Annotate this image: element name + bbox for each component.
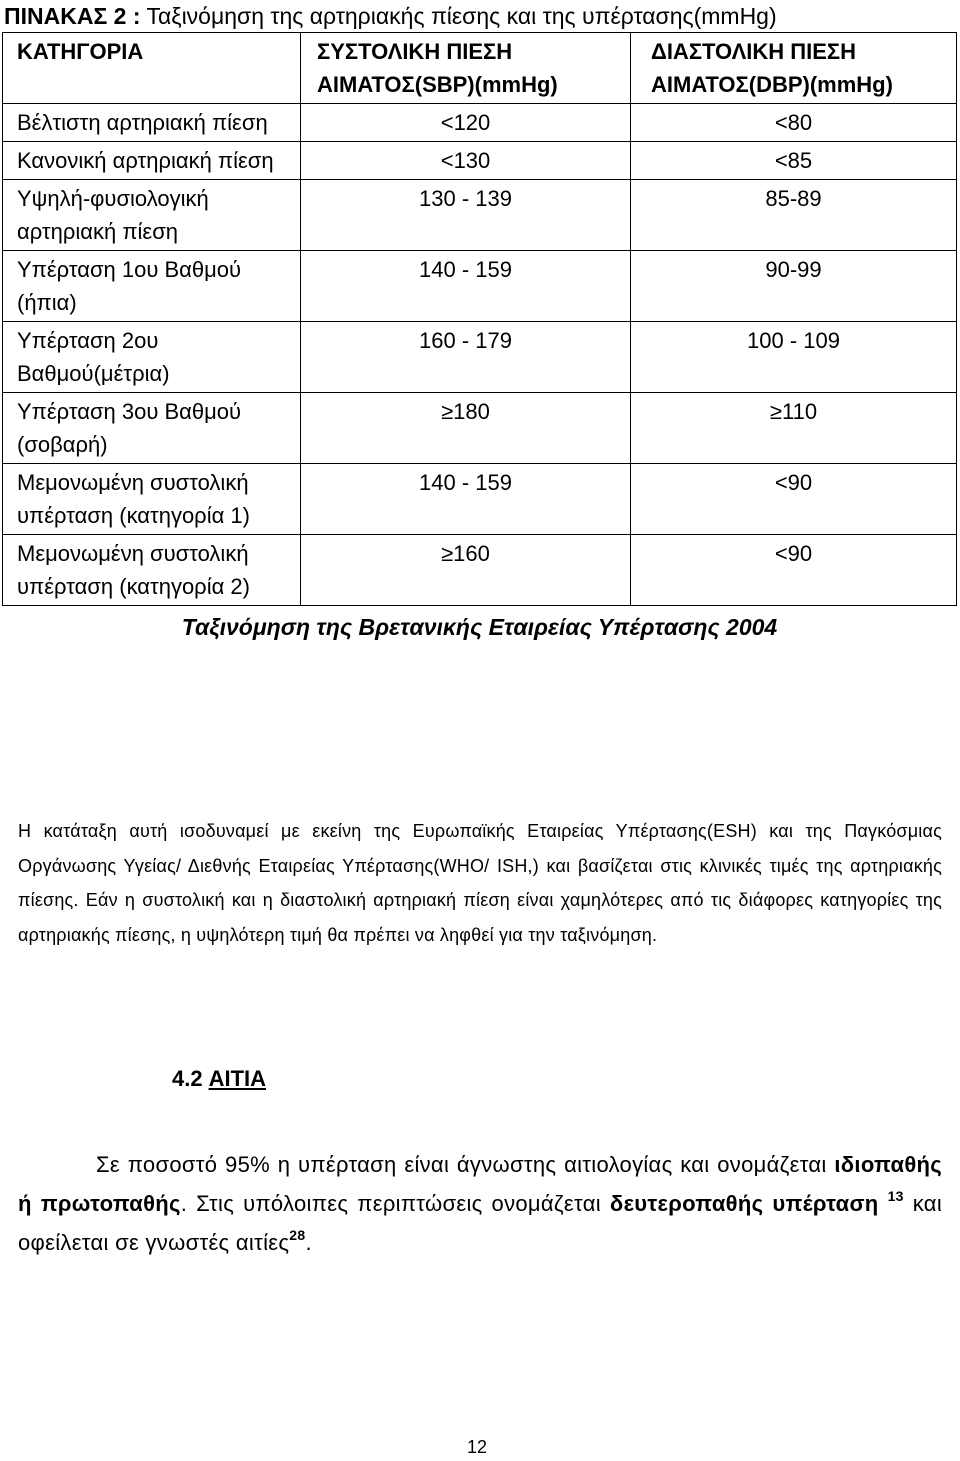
table-row bbox=[3, 322, 957, 393]
row-systolic: <130 bbox=[301, 142, 631, 180]
table-caption-label: ΠΙΝΑΚΑΣ 2 : bbox=[4, 3, 141, 29]
table-row bbox=[3, 142, 957, 180]
causes-bold-primary: ιδιοπαθής ή πρωτοπαθής bbox=[18, 1152, 942, 1216]
row-systolic: 140 - 159 bbox=[301, 464, 631, 535]
row-diastolic: <85 bbox=[631, 142, 957, 180]
row-category: Υπέρταση 2ου Βαθμού(μέτρια) bbox=[3, 322, 301, 393]
blood-pressure-classification-table bbox=[2, 32, 957, 642]
table-caption bbox=[4, 2, 777, 30]
table-source-caption-row bbox=[3, 606, 957, 643]
row-category: Υψηλή-φυσιολογική αρτηριακή πίεση bbox=[3, 180, 301, 251]
table-header-row bbox=[3, 33, 957, 104]
causes-text-part3: και οφείλεται σε γνωστές αιτίες bbox=[18, 1191, 943, 1255]
table-row bbox=[3, 251, 957, 322]
row-category: Υπέρταση 3ου Βαθμού (σοβαρή) bbox=[3, 393, 301, 464]
row-diastolic: ≥110 bbox=[631, 393, 957, 464]
row-category: Υπέρταση 1ου Βαθμού (ήπια) bbox=[3, 251, 301, 322]
table-row bbox=[3, 180, 957, 251]
row-diastolic: <90 bbox=[631, 464, 957, 535]
classification-note-paragraph: Η κατάταξη αυτή ισοδυναμεί με εκείνη της Ευρωπαϊκής Εταιρείας Υπέρτασης(ESH) και της Παγκόσμιας Οργάνωσης Υγείας/ Διεθνής Εταιρείας Υπέρτασης(WHO/ ISH,) και βασίζεται στις κλινικές τιμές της αρτηριακής πίεσης. Εάν η συστολική και η διαστολική αρτηριακή πίεση είναι χαμηλότερες από τις διάφορες κατηγορίες της αρτηριακής πίεσης, η υψηλότερη τιμή θα πρέπει να ληφθεί για την ταξινόμηση. bbox=[18, 821, 942, 945]
row-category: Βέλτιστη αρτηριακή πίεση bbox=[3, 104, 301, 142]
row-category: Κανονική αρτηριακή πίεση bbox=[3, 142, 301, 180]
section-title: ΑΙΤΙΑ bbox=[208, 1066, 267, 1091]
row-diastolic: 90-99 bbox=[631, 251, 957, 322]
header-systolic-line2: ΑΙΜΑΤΟΣ(SBP)(mmHg) bbox=[317, 72, 558, 97]
table-row bbox=[3, 104, 957, 142]
row-category: Μεμονωμένη συστολική υπέρταση (κατηγορία 2) bbox=[3, 535, 301, 606]
causes-bold-secondary: δευτεροπαθής υπέρταση bbox=[609, 1191, 879, 1216]
reference-13: 13 bbox=[887, 1187, 904, 1204]
header-diastolic-line1: ΔΙΑΣΤΟΛΙΚΗ ΠΙΕΣΗ bbox=[651, 39, 857, 64]
header-systolic-line1: ΣΥΣΤΟΛΙΚΗ ΠΙΕΣΗ bbox=[317, 39, 513, 64]
causes-text-part4: . bbox=[305, 1230, 312, 1255]
table-row bbox=[3, 393, 957, 464]
header-diastolic bbox=[631, 33, 957, 104]
section-heading bbox=[172, 1064, 266, 1094]
header-diastolic-line2: ΑΙΜΑΤΟΣ(DBP)(mmHg) bbox=[651, 72, 893, 97]
header-systolic bbox=[301, 33, 631, 104]
table-caption-text: Ταξινόμηση της αρτηριακής πίεσης και της υπέρτασης(mmHg) bbox=[140, 3, 777, 29]
row-diastolic: 100 - 109 bbox=[631, 322, 957, 393]
section-number: 4.2 bbox=[172, 1066, 203, 1091]
row-diastolic: <80 bbox=[631, 104, 957, 142]
page-number: 12 bbox=[467, 1437, 488, 1457]
causes-text-part1: Σε ποσοστό 95% η υπέρταση είναι άγνωστης αιτιολογίας και ονομάζεται bbox=[96, 1152, 835, 1177]
row-systolic: 140 - 159 bbox=[301, 251, 631, 322]
reference-28: 28 bbox=[289, 1226, 306, 1243]
causes-paragraph bbox=[18, 1145, 942, 1262]
table-row bbox=[3, 535, 957, 606]
header-category: ΚΑΤΗΓΟΡΙΑ bbox=[3, 33, 301, 104]
row-systolic: ≥160 bbox=[301, 535, 631, 606]
causes-text-part2: . Στις υπόλοιπες περιπτώσεις ονομάζεται bbox=[180, 1191, 610, 1216]
table-row bbox=[3, 464, 957, 535]
row-systolic: ≥180 bbox=[301, 393, 631, 464]
row-systolic: 130 - 139 bbox=[301, 180, 631, 251]
row-systolic: 160 - 179 bbox=[301, 322, 631, 393]
row-systolic: <120 bbox=[301, 104, 631, 142]
row-category: Μεμονωμένη συστολική υπέρταση (κατηγορία 1) bbox=[3, 464, 301, 535]
row-diastolic: <90 bbox=[631, 535, 957, 606]
table-source-caption: Ταξινόμηση της Βρετανικής Εταιρείας Υπέρτασης 2004 bbox=[3, 606, 957, 643]
row-diastolic: 85-89 bbox=[631, 180, 957, 251]
